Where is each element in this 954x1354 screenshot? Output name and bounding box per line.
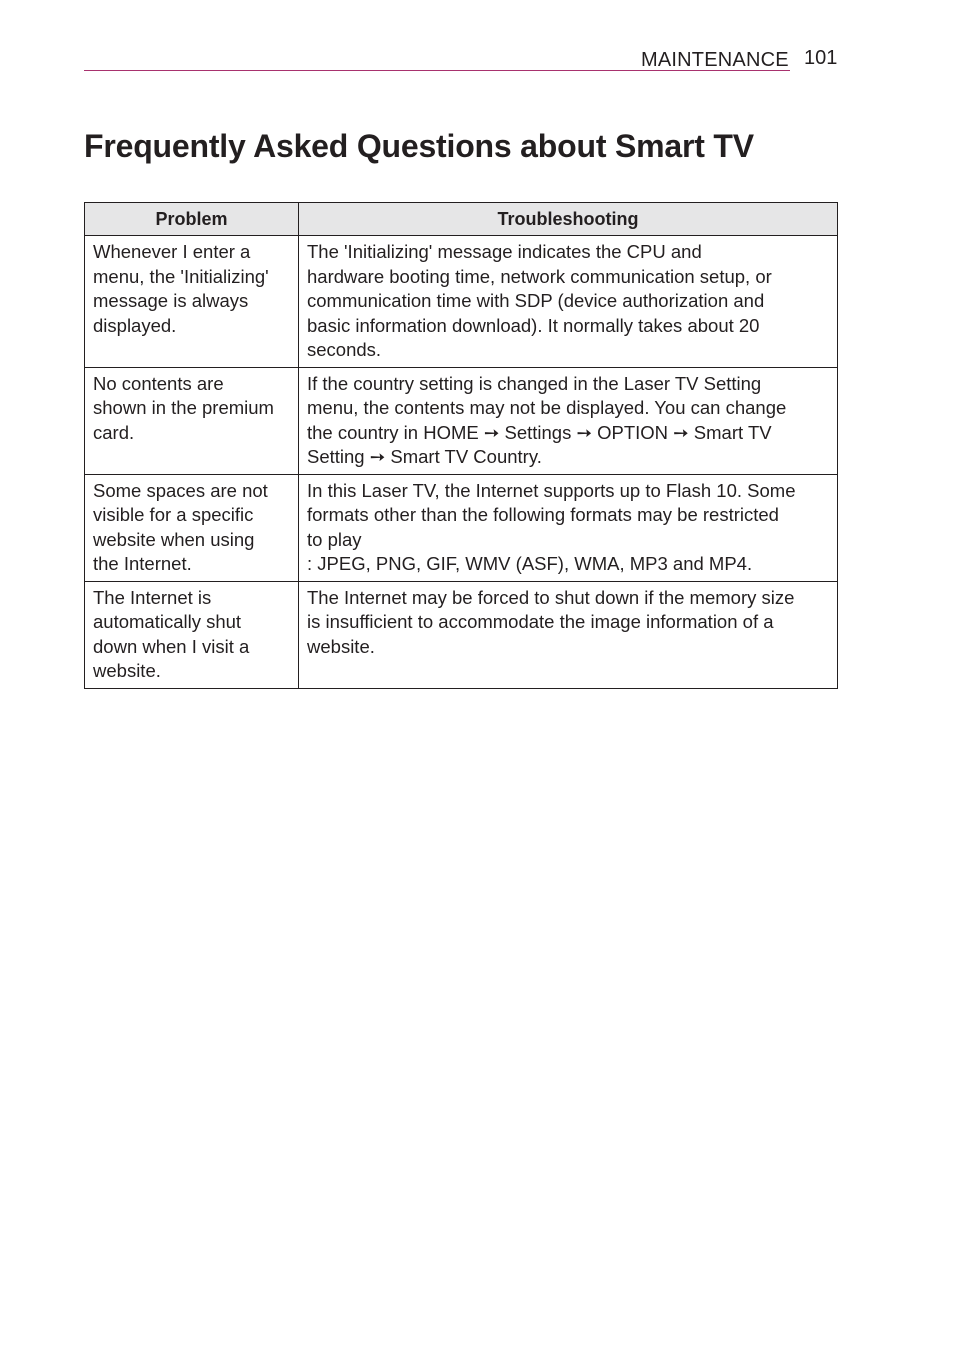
- header-section-label: MAINTENANCE: [641, 49, 789, 71]
- table-row: [85, 236, 838, 368]
- troubleshooting-text: In this Laser TV, the Internet supports up to Flash 10. Some formats other than the following formats may be restricted to play : JPEG, PNG, GIF, WMV (ASF), WMA, MP3 and MP4.: [307, 479, 796, 574]
- faq-table: [84, 202, 838, 689]
- column-header-problem: Problem: [85, 203, 299, 236]
- problem-cell: [85, 474, 299, 581]
- column-header-troubleshooting: Troubleshooting: [299, 203, 838, 236]
- problem-text: No contents are shown in the premium card.: [93, 372, 274, 443]
- page-title: Frequently Asked Questions about Smart TV: [84, 128, 754, 164]
- problem-cell: [85, 581, 299, 688]
- troubleshooting-cell: [299, 581, 838, 688]
- page-number: 101: [804, 47, 838, 69]
- troubleshooting-cell: [299, 474, 838, 581]
- problem-text: The Internet is automatically shut down when I visit a website.: [93, 586, 250, 681]
- problem-text: Whenever I enter a menu, the 'Initializing' message is always displayed.: [93, 241, 269, 336]
- troubleshooting-text: The Internet may be forced to shut down if the memory size is insufficient to accommodate the image information of a website.: [307, 586, 795, 657]
- table-row: [85, 474, 838, 581]
- table-row: [85, 581, 838, 688]
- problem-text: Some spaces are not visible for a specific website when using the Internet.: [93, 479, 268, 574]
- table-row: [85, 367, 838, 474]
- troubleshooting-text: The 'Initializing' message indicates the CPU and hardware booting time, network communication setup, or communication time with SDP (device authorization and basic information download). It normally takes about 20 seconds.: [307, 241, 772, 360]
- problem-cell: [85, 367, 299, 474]
- troubleshooting-cell: [299, 367, 838, 474]
- table-header-row: [85, 203, 838, 236]
- troubleshooting-cell: [299, 236, 838, 368]
- troubleshooting-text: If the country setting is changed in the Laser TV Setting menu, the contents may not be displayed. You can change the country in HOME ➙ Settings ➙ OPTION ➙ Smart TV Setting ➙ Smart TV Country.: [307, 372, 787, 467]
- problem-cell: [85, 236, 299, 368]
